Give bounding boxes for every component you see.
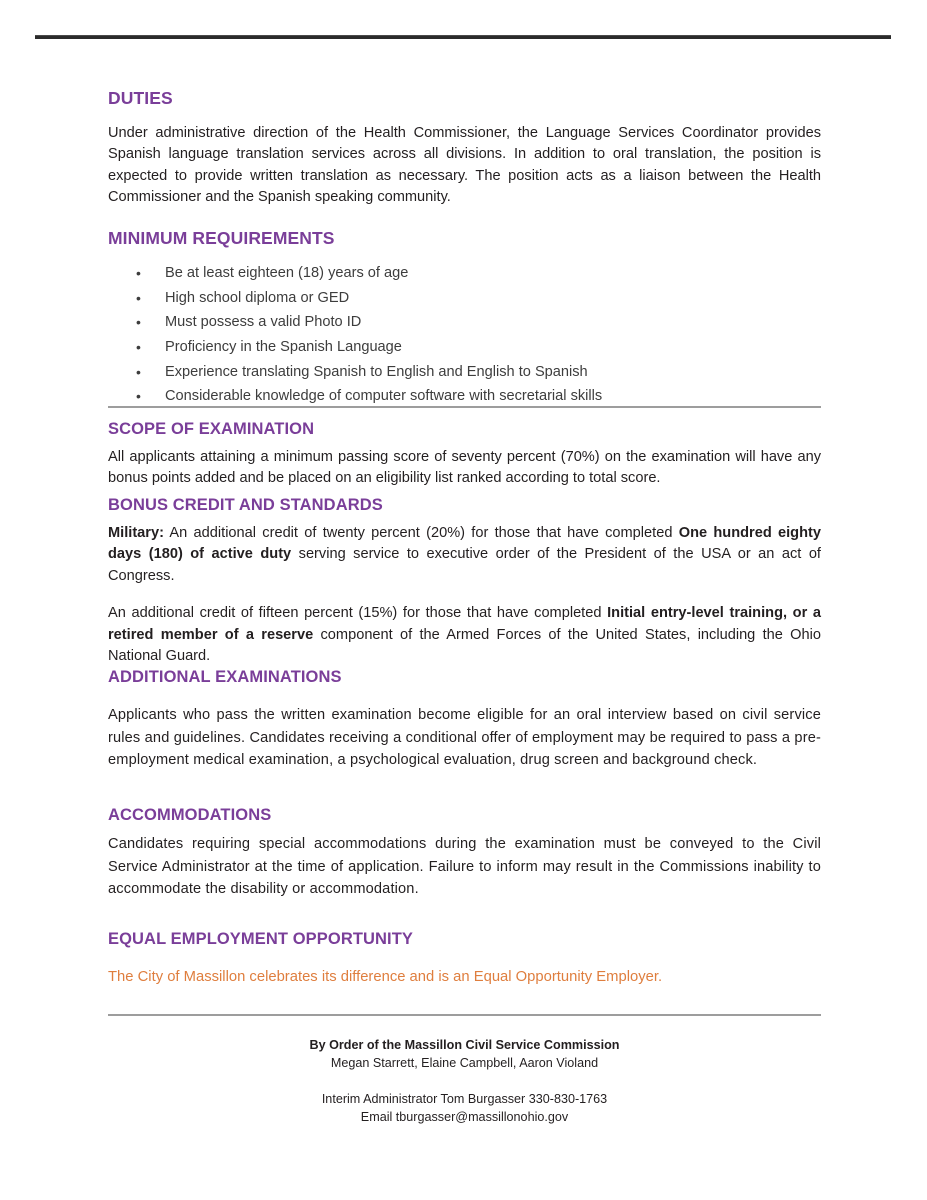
equal-employment-opportunity-heading: EQUAL EMPLOYMENT OPPORTUNITY bbox=[108, 930, 414, 948]
section-additional-examinations bbox=[108, 668, 821, 772]
bullet-icon: • bbox=[136, 314, 141, 331]
list-item bbox=[108, 263, 821, 284]
equal-employment-opportunity-statement: The City of Massillon celebrates its difference and is an Equal Opportunity Employer. bbox=[108, 969, 663, 985]
military-label: Military: bbox=[108, 525, 164, 541]
duties-paragraph: Under administrative direction of the Health Commissioner, the Language Services Coordinator provides Spanish language translation services across all divisions. In addition to oral translation, the position is expected to provide written translation as necessary. The position acts as a liaison between the Health Commissioner and the Spanish speaking community. bbox=[108, 125, 821, 206]
list-item bbox=[108, 312, 821, 333]
reserve-text-part2: component of the Armed Forces of the United States, including the Ohio National Guard. bbox=[108, 626, 822, 665]
section-scope-of-examination bbox=[108, 420, 821, 490]
reserve-text-part1: An additional credit of fifteen percent (15%) for those that have completed bbox=[108, 605, 608, 622]
section-minimum-requirements bbox=[108, 228, 821, 411]
footer-spacer bbox=[108, 1073, 821, 1091]
military-text-part1: An additional credit of twenty percent (20%) for those that have completed bbox=[163, 525, 679, 541]
list-item bbox=[108, 386, 821, 407]
bullet-icon: • bbox=[136, 363, 141, 380]
list-item bbox=[108, 288, 821, 309]
footer-commissioners: Megan Starrett, Elaine Campbell, Aaron Violand bbox=[330, 1055, 599, 1070]
minimum-requirements-heading: MINIMUM REQUIREMENTS bbox=[108, 228, 335, 248]
accommodations-heading: ACCOMMODATIONS bbox=[108, 806, 272, 824]
military-text-part2: serving service to executive order of the President of the USA or an act of Congress. bbox=[108, 546, 821, 584]
bullet-icon: • bbox=[136, 388, 141, 405]
bonus-credit-paragraph-reserve bbox=[108, 603, 821, 667]
additional-examinations-heading: ADDITIONAL EXAMINATIONS bbox=[108, 668, 342, 686]
top-horizontal-rule bbox=[35, 35, 891, 39]
reserve-text-bold: Initial entry-level training, or a retired member of a reserve bbox=[108, 605, 821, 643]
footer-email: Email tburgasser@massillonohio.gov bbox=[360, 1109, 569, 1124]
bullet-icon: • bbox=[136, 265, 141, 281]
footer-order-line: By Order of the Massillon Civil Service Commission bbox=[309, 1038, 620, 1052]
section-divider-rule bbox=[108, 406, 821, 408]
list-item-label: Proficiency in the Spanish Language bbox=[165, 338, 402, 355]
additional-examinations-paragraph: Applicants who pass the written examination become eligible for an oral interview based on civil service rules and guidelines. Candidates receiving a conditional offer of employment may be required to pass a pre-employment medical examination, a psychological evaluation, drug screen and background check. bbox=[108, 707, 821, 769]
footer-administrator: Interim Administrator Tom Burgasser 330-830-1763 bbox=[321, 1091, 608, 1106]
list-item bbox=[108, 337, 821, 358]
duties-heading: DUTIES bbox=[108, 88, 173, 108]
military-text-bold: One hundred eighty days (180) of active duty bbox=[108, 525, 821, 563]
bonus-credit-paragraph-military bbox=[108, 523, 821, 587]
footer-divider-rule bbox=[108, 1014, 821, 1016]
section-equal-employment-opportunity bbox=[108, 930, 821, 988]
section-bonus-credit-and-standards bbox=[108, 496, 821, 668]
scope-heading: SCOPE OF EXAMINATION bbox=[108, 420, 315, 438]
bullet-icon: • bbox=[136, 338, 141, 355]
list-item-label: Be at least eighteen (18) years of age bbox=[165, 265, 409, 281]
bullet-icon: • bbox=[136, 289, 141, 306]
list-item-label: High school diploma or GED bbox=[165, 289, 350, 306]
list-item-label: Considerable knowledge of computer software with secretarial skills bbox=[165, 388, 603, 405]
section-accommodations bbox=[108, 806, 821, 901]
list-item-label: Must possess a valid Photo ID bbox=[165, 314, 362, 331]
bonus-credit-heading: BONUS CREDIT AND STANDARDS bbox=[108, 496, 383, 514]
list-item bbox=[108, 362, 821, 383]
scope-paragraph: All applicants attaining a minimum passing score of seventy percent (70%) on the examination will have any bonus points added and be placed on an eligibility list ranked according to total score. bbox=[108, 449, 821, 487]
minimum-requirements-list bbox=[108, 263, 821, 407]
document-footer bbox=[108, 1014, 821, 1127]
accommodations-paragraph: Candidates requiring special accommodations during the examination must be conveyed to the Civil Service Administrator at the time of application. Failure to inform may result in the Commissions inability to accommodate the disability or accommodation. bbox=[108, 836, 821, 898]
section-duties bbox=[108, 88, 821, 209]
list-item-label: Experience translating Spanish to English and English to Spanish bbox=[165, 363, 588, 380]
